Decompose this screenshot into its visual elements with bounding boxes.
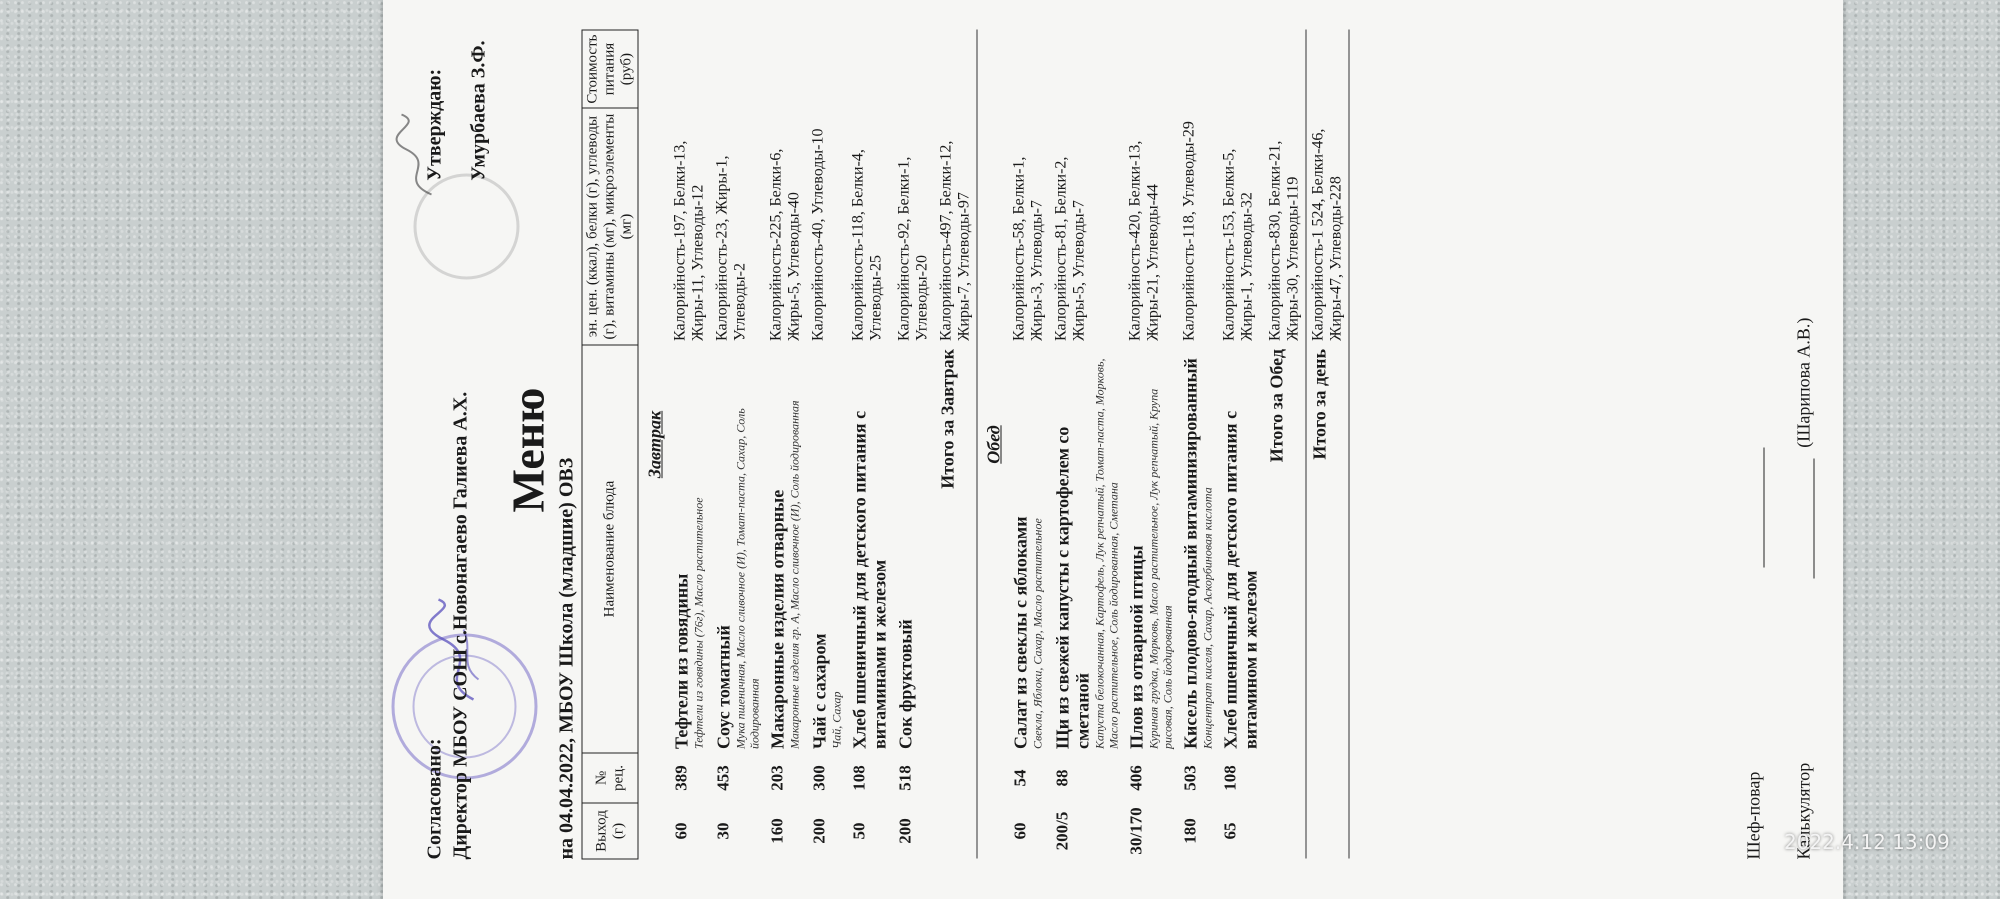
table-row: 200/5 88 Щи из свежей капусты с картофелем со сметаной Капуста белокочанная, Картофель, Лук репчатый, Томат-паста, Морковь, Масло растительное, Соль йодированная, Сметана Калорийность-81, Белки-2, Жиры-5, Углеводы-7 xyxy=(1052,156,1120,850)
table-row: 200 300 Чай с сахаром Чай, Сахар Калорийность-40, Углеводы-10 xyxy=(809,128,843,844)
agreed-label: Согласовано: xyxy=(423,737,445,859)
col-name: Наименование блюда xyxy=(582,345,638,753)
section-lunch: Обед xyxy=(983,424,1003,464)
breakfast-total-row: Итого за Завтрак Калорийность-497, Белки-12, Жиры-7, Углеводы-97 xyxy=(934,30,977,859)
col-nutrition: эн. цен. (ккал), белки (г), углеводы (г), витамины (мг), микроэлементы (мг) xyxy=(582,108,638,345)
table-header xyxy=(582,30,638,859)
lunch-total-row: Итого за Обед Калорийность-830, Белки-21, Жиры-30, Углеводы-119 xyxy=(1263,30,1306,859)
table-row: 30/170 406 Плов из отварной птицы Куриная грудка, Морковь, Масло растительное, Лук репчатый, Крупа рисовая, Соль йодированная Калорийность-420, Белки-13, Жиры-21, Углеводы-44 xyxy=(1126,140,1174,855)
approved-block xyxy=(421,40,491,180)
page-subtitle: на 04.04.2022, МБОУ Школа (младшие) ОВЗ xyxy=(555,457,577,859)
col-output: Выход (г) xyxy=(582,803,638,859)
table-row: 180 503 Кисель плодово-ягодный витаминизированный Концентрат киселя, Сахар, Аскорбиновая кислота Калорийность-118, Углеводы-29 xyxy=(1180,120,1214,844)
chef-label: Шеф-повар xyxy=(1743,771,1763,859)
table-row: 60 389 Тефтели из говядины Тефтели из говядины (76г), Масло растительное Калорийность-197, Белки-13, Жиры-11, Углеводы-12 xyxy=(671,140,706,839)
agreed-block xyxy=(421,391,473,859)
table-row: 60 54 Салат из свеклы с яблоками Свекла, Яблоки, Сахар, Масло растительное Калорийность-58, Белки-1, Жиры-3, Углеводы-7 xyxy=(1010,156,1045,839)
table-row: 50 108 Хлеб пшеничный для детского питания с витаминами и железом Калорийность-118, Белки-4, Углеводы-25 xyxy=(849,148,889,839)
table-row: 200 518 Сок фруктовый Калорийность-92, Белки-1, Углеводы-20 xyxy=(895,156,930,844)
table-row: 160 203 Макаронные изделия отварные Макаронные изделия гр. А, Масло сливочное (И), Соль йодированная Калорийность-225, Белки-6, Жиры-5, Углеводы-40 xyxy=(767,148,802,844)
col-recipe: № рец. xyxy=(582,753,638,803)
menu-sheet xyxy=(383,0,1843,899)
col-cost: Стоимость питания (руб) xyxy=(582,30,638,108)
approved-name: Умурбаева З.Ф. xyxy=(467,40,489,181)
calc-signature-line xyxy=(1793,317,1814,859)
day-total-row: Итого за день Калорийность-1 524, Белки-46, Жиры-47, Углеводы-228 xyxy=(1306,30,1349,859)
agreed-line: Директор МБОУ СОШ с.Новонагаево Галиева А.Х. xyxy=(449,391,471,859)
approved-label: Утверждаю: xyxy=(423,68,445,181)
page-title: Меню xyxy=(502,387,553,512)
calc-name: (Шарипова А.В.) xyxy=(1793,317,1813,448)
calc-label: Калькулятор xyxy=(1793,762,1813,859)
photo-timestamp: 2022.4.12 13:09 xyxy=(1784,830,1950,854)
section-breakfast: Завтрак xyxy=(644,410,664,478)
table-row: 65 108 Хлеб пшеничный для детского питания с витамином и железом Калорийность-153, Белки-5, Жиры-1, Углеводы-32 xyxy=(1220,148,1260,839)
table-row: 30 453 Соус томатный Мука пшеничная, Масло сливочное (И), Томат-паста, Сахар, Соль йодированная Калорийность-23, Жиры-1, Углеводы-2 xyxy=(713,155,761,839)
menu-table xyxy=(581,29,1349,859)
document-rotated xyxy=(383,0,1843,899)
chef-signature-line xyxy=(1743,441,1764,859)
